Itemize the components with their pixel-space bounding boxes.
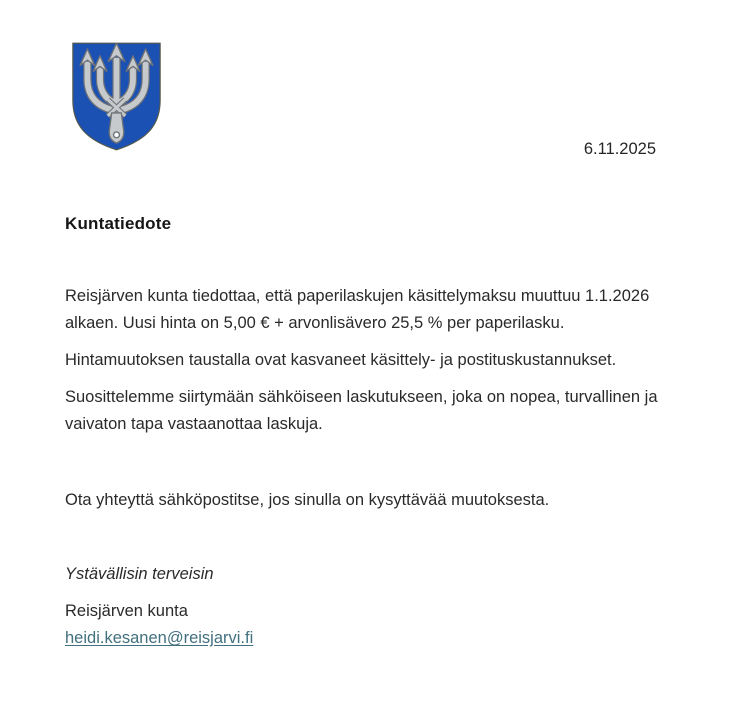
document-date: 6.11.2025 (583, 140, 656, 158)
body-paragraph: Suosittelemme siirtymään sähköiseen laskutukseen, joka on nopea, turvallinen ja vaivaton tapa vastaanottaa laskuja. (65, 388, 658, 433)
email-line (65, 625, 700, 652)
email-link[interactable]: heidi.kesanen@reisjarvi.fi (65, 629, 254, 647)
closing-phrase: Ystävällisin terveisin (65, 565, 214, 583)
body-paragraph: Reisjärven kunta tiedottaa, että paperilaskujen käsittelymaksu muuttuu 1.1.2026 alkaen. Uusi hinta on 5,00 € + arvonlisävero 25,5 % per paperilasku. (65, 287, 650, 332)
handle-hole (114, 132, 120, 138)
document-body (65, 283, 700, 652)
signature-name: Reisjärven kunta (65, 602, 188, 620)
reisjarvi-coat-of-arms-icon (68, 40, 165, 153)
body-paragraph: Hintamuutoksen taustalla ovat kasvaneet käsittely- ja postituskustannukset. (65, 351, 617, 369)
body-paragraph: Ota yhteyttä sähköpostitse, jos sinulla on kysyttävää muutoksesta. (65, 491, 550, 509)
page-title: Kuntatiedote (65, 214, 172, 233)
